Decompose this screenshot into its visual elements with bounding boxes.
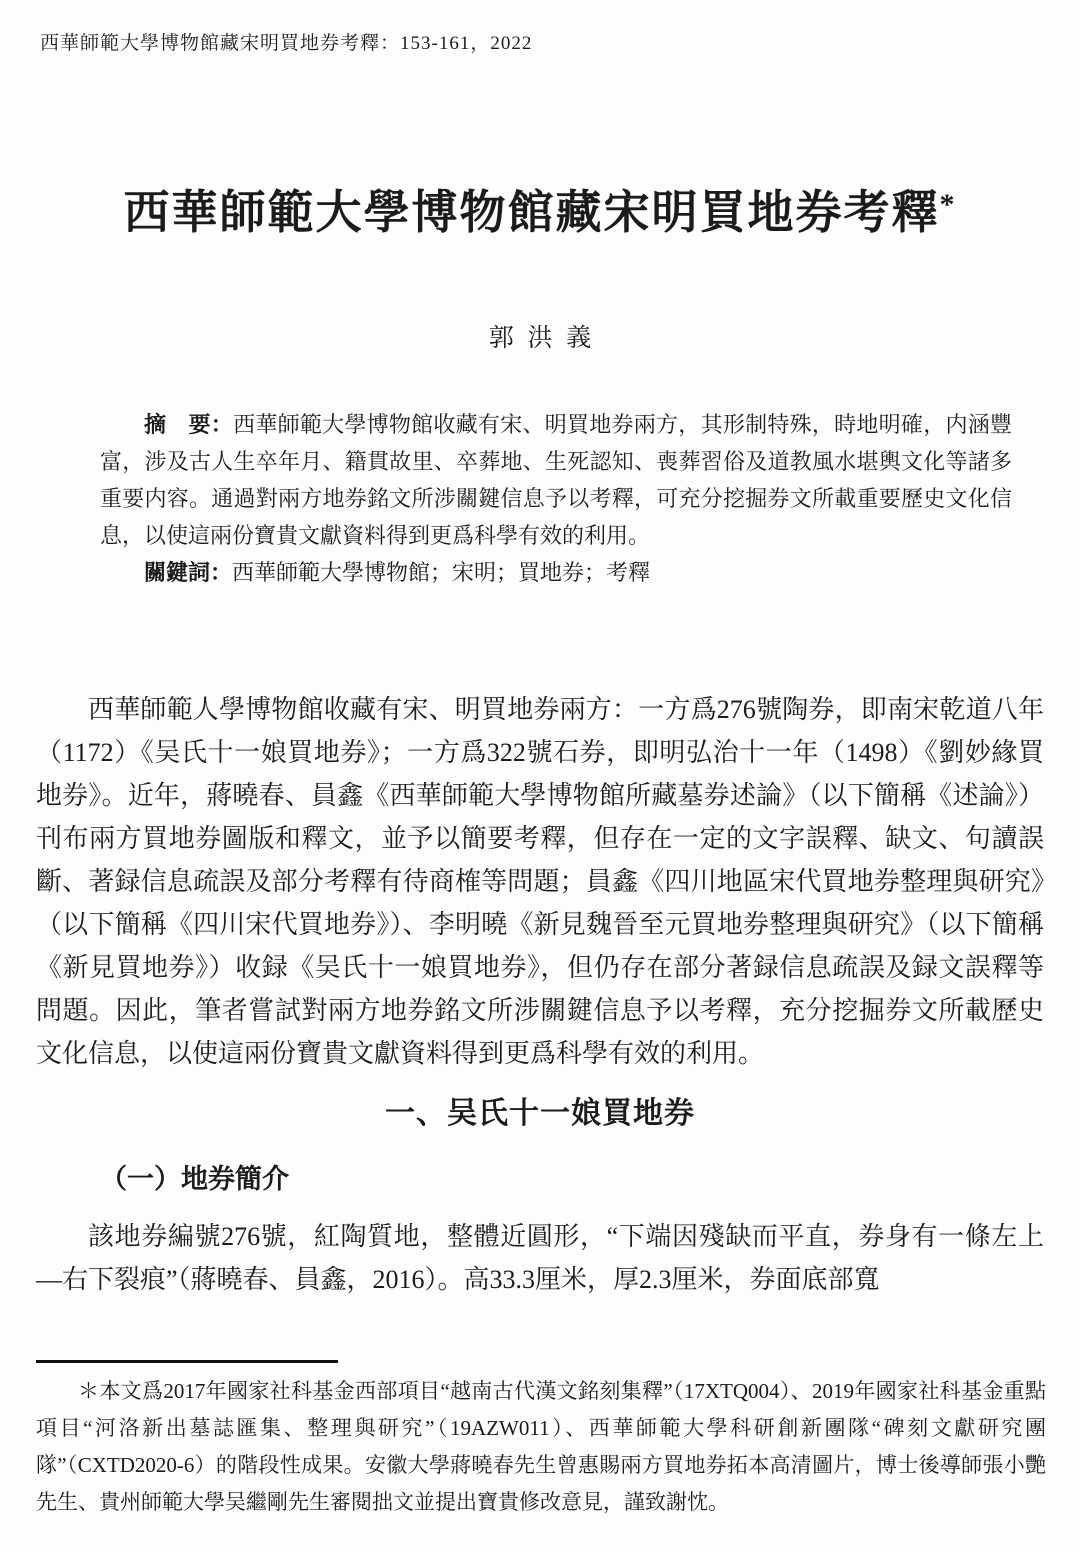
title-footnote-asterisk: * <box>939 188 957 221</box>
subsection-heading-1-1: （一）地券簡介 <box>100 1164 289 1194</box>
footnote-text: ＊本文爲2017年國家社科基金西部項目“越南古代漢文銘刻集釋”（17XTQ004）、2019年國家社科基金重點項目“河洛新出墓誌匯集、整理與研究”（19AZW011）、西華師範大學科研創新團隊“碑刻文獻研究團隊”（CXTD2020-6）的階段性成果。安徽大學蔣曉春先生曾惠賜兩方買地券拓本高清圖片，博士後導師張小艷先生、貴州師範大學吴繼剛先生審閱拙文並提出寶貴修改意見，謹致謝忱。 <box>36 1379 1046 1514</box>
keywords-label: 關鍵詞： <box>144 560 233 585</box>
abstract-label: 摘 要： <box>144 412 234 437</box>
main-content <box>36 688 1044 1301</box>
keywords-paragraph <box>100 554 1012 591</box>
running-header: 西華師範大學博物館藏宋明買地券考釋：153-161，2022 <box>40 33 533 54</box>
page-title-text: 西華師範大學博物館藏宋明買地券考釋 <box>123 187 940 238</box>
keywords-text: 西華師範大學博物館；宋明；買地券；考釋 <box>232 560 651 585</box>
section-heading-1: 一、吴氏十一娘買地券 <box>385 1097 695 1130</box>
footnote-divider <box>36 1360 338 1363</box>
body-paragraph-1: 西華師範人學博物館收藏有宋、明買地券兩方：一方爲276號陶券，即南宋乾道八年（1172）《吴氏十一娘買地券》；一方爲322號石券，即明弘治十一年（1498）《劉妙緣買地券》。近年，蔣曉春、員鑫《西華師範大學博物館所藏墓券述論》（以下簡稱《述論》）刊布兩方買地券圖版和釋文，並予以簡要考釋，但存在一定的文字誤釋、缺文、句讀誤斷、著録信息疏誤及部分考釋有待商榷等問題；員鑫《四川地區宋代買地券整理與研究》（以下簡稱《四川宋代買地券》）、李明曉《新見魏晉至元買地券整理與研究》（以下簡稱《新見買地券》）收録《吴氏十一娘買地券》，但仍存在部分著録信息疏誤及録文誤釋等問題。因此，筆者嘗試對兩方地券銘文所涉關鍵信息予以考釋，充分挖掘券文所載歷史文化信息，以使這兩份寶貴文獻資料得到更爲科學有效的利用。 <box>36 695 1044 1068</box>
author-name: 郭洪義 <box>488 325 605 352</box>
abstract-section <box>100 406 1012 591</box>
abstract-paragraph <box>100 406 1012 554</box>
abstract-text: 西華師範大學博物館收藏有宋、明買地券兩方，其形制特殊，時地明確，内涵豐富，涉及古人生卒年月、籍貫故里、卒葬地、生死認知、喪葬習俗及道教風水堪輿文化等諸多重要内容。通過對兩方地券銘文所涉關鍵信息予以考釋，可充分挖掘券文所載重要歷史文化信息，以使這兩份寶貴文獻資料得到更爲科學有效的利用。 <box>100 412 1012 548</box>
page-title <box>0 176 1080 242</box>
body-paragraph-2: 該地券編號276號，紅陶質地，整體近圓形，“下端因殘缺而平直，券身有一條左上—右下裂痕”（蔣曉春、員鑫，2016）。高33.3厘米，厚2.3厘米，券面底部寬 <box>36 1222 1044 1294</box>
